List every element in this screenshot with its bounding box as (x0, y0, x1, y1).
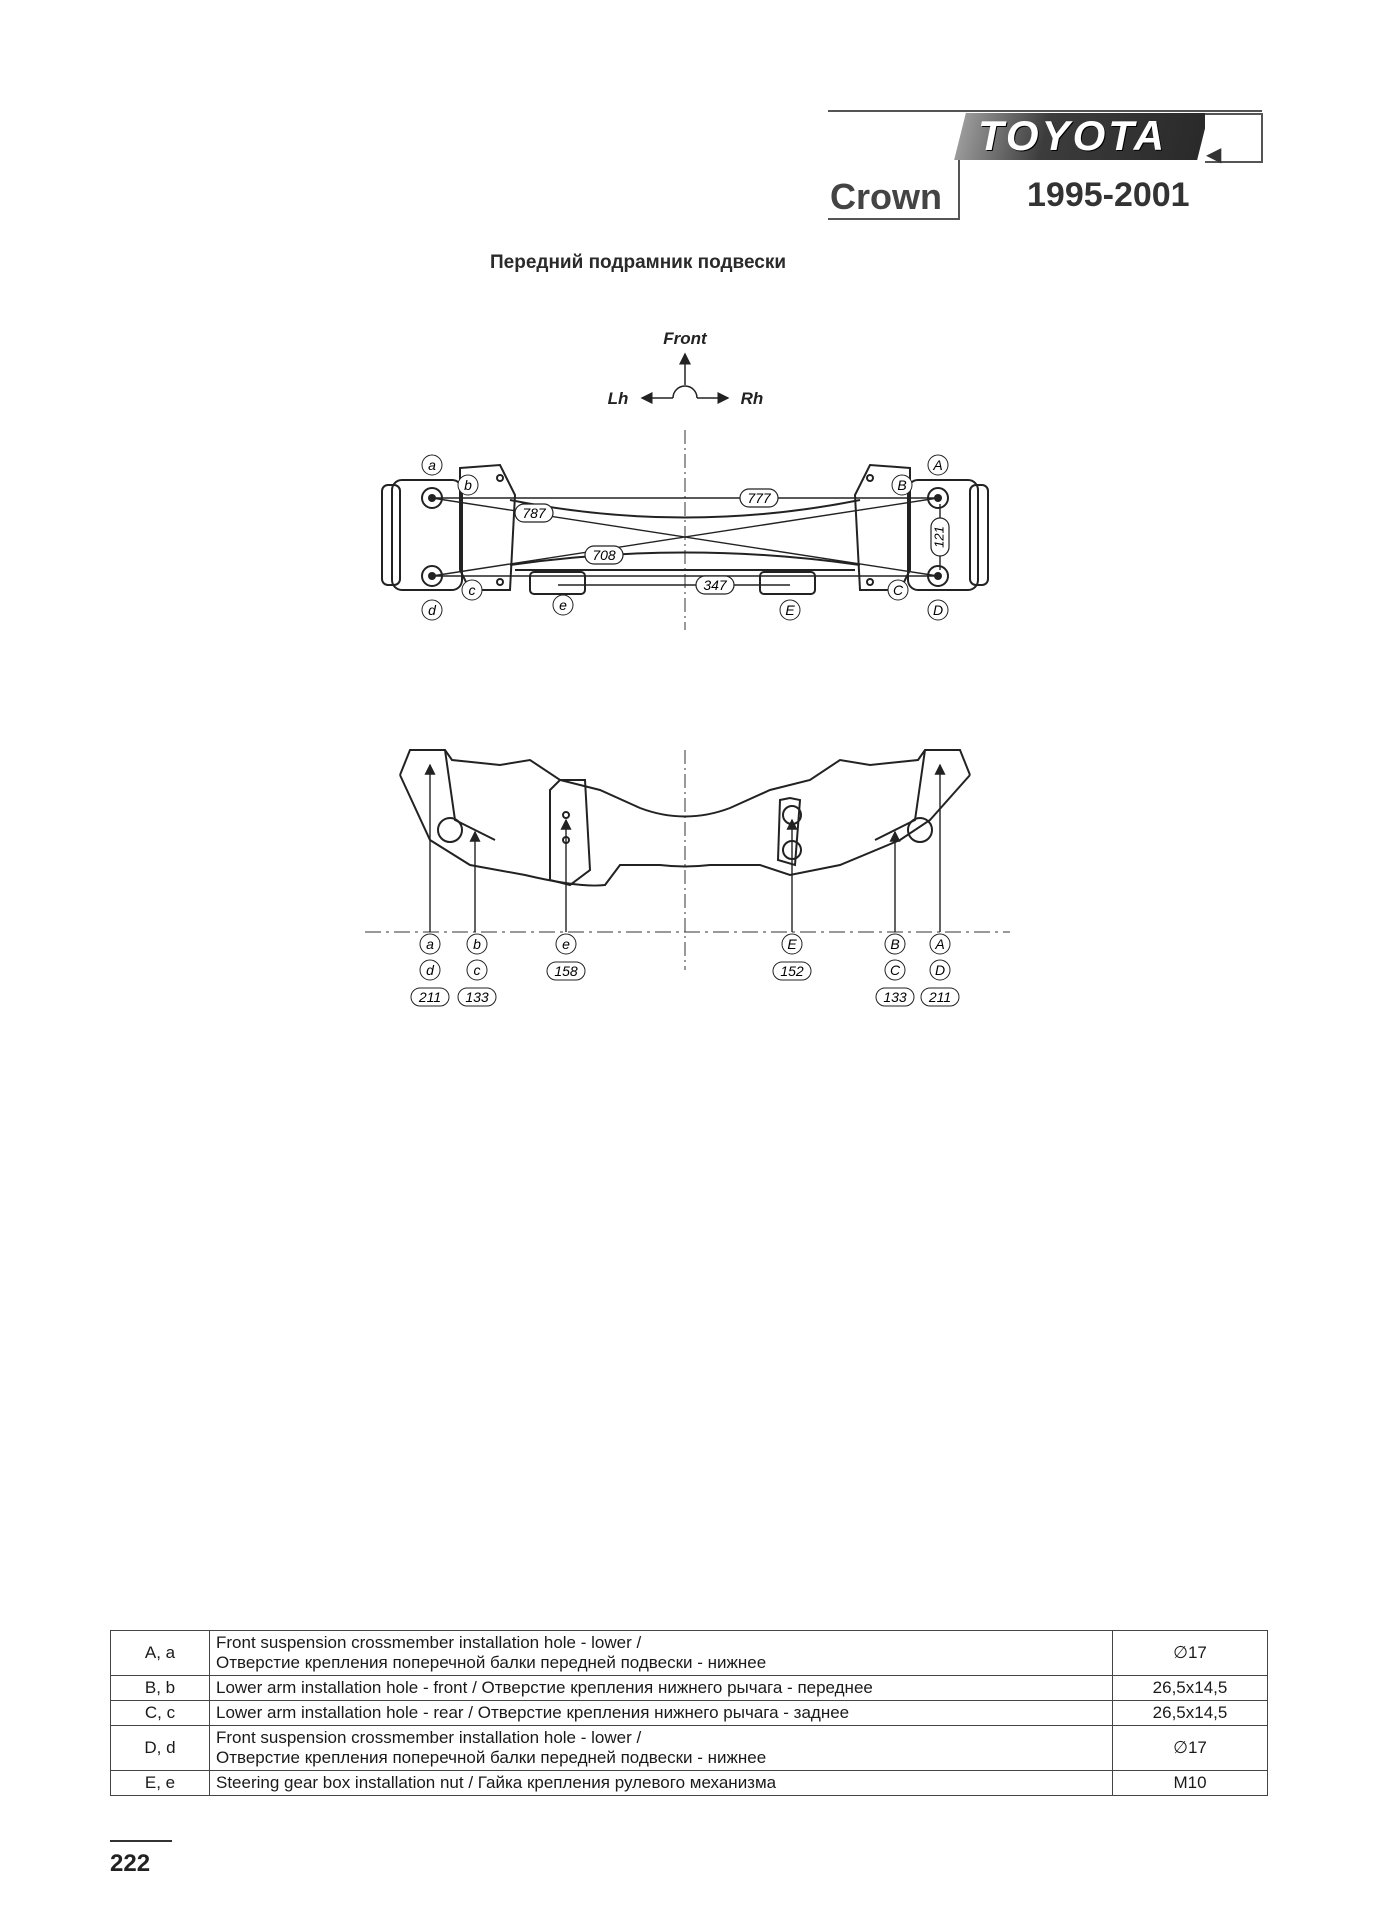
description-en: Lower arm installation hole - front / Отверстие крепления нижнего рычага - переднее (216, 1678, 873, 1697)
svg-text:158: 158 (554, 963, 578, 979)
description-ru: Отверстие крепления поперечной балки передней подвески - нижнее (216, 1653, 767, 1672)
svg-text:E: E (787, 936, 797, 952)
description-en: Front suspension crossmember installation hole - lower / (216, 1633, 642, 1652)
dimension-708 (585, 546, 623, 564)
svg-text:E: E (785, 602, 795, 618)
svg-text:D: D (932, 602, 944, 618)
table-cell-code: D, d (111, 1726, 210, 1771)
table-cell-description (210, 1771, 1113, 1796)
svg-text:c: c (473, 962, 481, 978)
svg-text:a: a (428, 457, 436, 473)
svg-text:c: c (468, 582, 476, 598)
direction-hub (673, 386, 697, 398)
label-d-top (422, 600, 442, 620)
table-cell-value: 26,5x14,5 (1113, 1701, 1268, 1726)
table-cell-code: A, a (111, 1631, 210, 1676)
model-years: 1995-2001 (1027, 176, 1190, 214)
table-cell-description (210, 1701, 1113, 1726)
table-row (111, 1676, 1268, 1701)
label-D-top (928, 600, 948, 620)
description-en: Steering gear box installation nut / Гайка крепления рулевого механизма (216, 1773, 777, 1792)
svg-text:a: a (426, 936, 434, 952)
svg-text:d: d (426, 962, 434, 978)
label-B-top (892, 475, 912, 495)
svg-text:C: C (889, 962, 901, 978)
side-label-col-1 (411, 934, 449, 1006)
crossmember-drawing (360, 320, 1020, 1010)
front-label: Front (663, 329, 707, 348)
label-C-top (888, 580, 908, 600)
dimension-777 (740, 489, 778, 507)
svg-text:B: B (897, 477, 907, 493)
table-cell-value: 26,5x14,5 (1113, 1676, 1268, 1701)
table-cell-description (210, 1726, 1113, 1771)
svg-text:152: 152 (780, 963, 804, 979)
svg-text:787: 787 (522, 505, 546, 521)
svg-text:A: A (935, 936, 945, 952)
svg-text:e: e (562, 936, 570, 952)
table-row (111, 1771, 1268, 1796)
svg-text:e: e (559, 597, 567, 613)
specification-table (110, 1630, 1268, 1796)
svg-text:C: C (892, 582, 904, 598)
side-label-col-2 (458, 934, 496, 1006)
model-name: Crown (830, 176, 942, 217)
svg-text:211: 211 (418, 989, 442, 1005)
svg-text:b: b (464, 477, 472, 493)
svg-text:b: b (473, 936, 481, 952)
description-ru: Отверстие крепления поперечной балки передней подвески - нижнее (216, 1748, 767, 1767)
label-b-top (458, 475, 478, 495)
table-cell-description (210, 1631, 1113, 1676)
side-label-col-4 (773, 934, 811, 980)
rh-label: Rh (740, 389, 764, 408)
svg-text:133: 133 (883, 989, 907, 1005)
svg-text:211: 211 (928, 989, 952, 1005)
table-row (111, 1701, 1268, 1726)
model-underline (828, 218, 958, 220)
dimension-787 (515, 504, 553, 522)
lh-label: Lh (607, 389, 629, 408)
description-en: Lower arm installation hole - rear / Отверстие крепления нижнего рычага - заднее (216, 1703, 850, 1722)
label-e-top (553, 595, 573, 615)
svg-text:A: A (933, 457, 943, 473)
svg-text:B: B (890, 936, 900, 952)
page-number: 222 (110, 1850, 151, 1877)
svg-text:D: D (934, 962, 946, 978)
svg-text:708: 708 (592, 547, 616, 563)
description-en: Front suspension crossmember installation hole - lower / (216, 1728, 642, 1747)
label-c-top (462, 580, 482, 600)
table-cell-code: B, b (111, 1676, 210, 1701)
label-a-top (422, 455, 442, 475)
table-cell-description (210, 1676, 1113, 1701)
svg-text:133: 133 (465, 989, 489, 1005)
brand-logo: TOYOTA (978, 112, 1168, 159)
table-cell-value: M10 (1113, 1771, 1268, 1796)
dimension-121 (931, 518, 949, 556)
page-number-rule (110, 1840, 172, 1842)
side-label-col-3 (547, 934, 585, 980)
svg-text:d: d (428, 602, 436, 618)
label-A-top (928, 455, 948, 475)
top-view-dimension-lines (432, 498, 940, 585)
page-title: Передний подрамник подвески (490, 252, 787, 273)
label-E-top (780, 600, 800, 620)
side-label-col-5 (876, 934, 914, 1006)
header-divider (958, 160, 960, 220)
svg-text:347: 347 (703, 577, 727, 593)
table-cell-code: C, c (111, 1701, 210, 1726)
svg-text:121: 121 (931, 526, 947, 548)
table-cell-value: ∅17 (1113, 1631, 1268, 1676)
table-row (111, 1726, 1268, 1771)
table-cell-value: ∅17 (1113, 1726, 1268, 1771)
svg-text:777: 777 (747, 490, 771, 506)
side-label-col-6 (921, 934, 959, 1006)
table-cell-code: E, e (111, 1771, 210, 1796)
dimension-347 (696, 576, 734, 594)
crossmember-diagram (360, 320, 1020, 1015)
arrow-left-icon: ◀ (1206, 144, 1222, 166)
table-row (111, 1631, 1268, 1676)
